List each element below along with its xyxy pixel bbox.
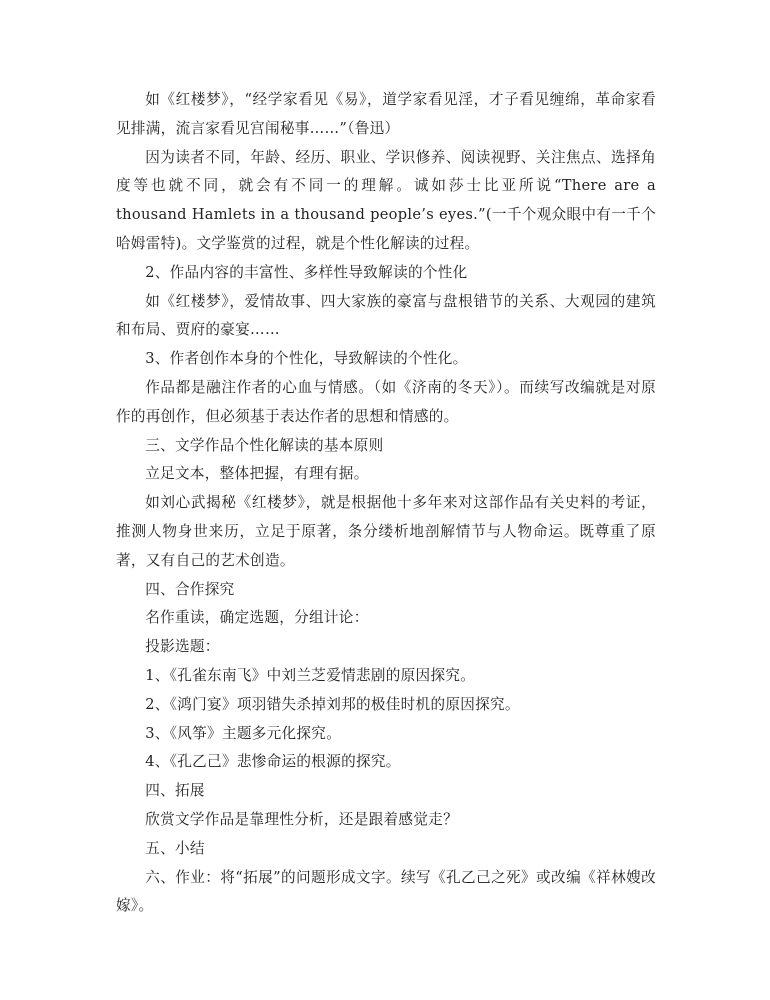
paragraph-reread-topics: 名作重读，确定选题，分组计论： xyxy=(145,609,369,627)
list-item-topic-2: 2、《鸿门宴》项羽错失杀掉刘邦的极佳时机的原因探究。 xyxy=(145,695,520,713)
paragraph-heading-content-richness: 2、作品内容的丰富性、多样性导致解读的个性化 xyxy=(145,263,468,281)
paragraph-reader-difference: 因为读者不同，年龄、经历、职业、学识修养、阅读视野、关注焦点、选择角度等也就不同，就会有不同一的理解。诚如莎士比亚所说“There are a thousand Hamlets in a thousand people’s eyes.”(一千个观众眼中有一千个哈姆雷特)。文学鉴赏的过程，就是个性化解读的过程。 xyxy=(116,148,656,252)
paragraph-hongloumeng-example: 如《红楼梦》，爱情故事、四大家族的豪富与盘根错节的关系、大观园的建筑和布局、贾府的豪宴…… xyxy=(116,292,656,339)
paragraph-author-emotion: 作品都是融注作者的心血与情感。（如《济南的冬天》）。而续写改编就是对原作的再创作，但必须基于表达作者的思想和情感的。 xyxy=(116,378,656,425)
paragraph-projected-topics: 投影选题： xyxy=(145,638,220,656)
list-item-topic-3: 3、《风筝》主题多元化探究。 xyxy=(145,724,342,742)
paragraph-principles-summary: 立足文本，整体把握，有理有据。 xyxy=(145,465,369,483)
paragraph-heading-author-individuality: 3、作者创作本身的个性化，导致解读的个性化。 xyxy=(145,350,468,368)
paragraph-heading-summary: 五、小结 xyxy=(145,839,205,857)
paragraph-heading-cooperation: 四、合作探究 xyxy=(145,580,235,598)
paragraph-extension-question: 欣赏文学作品是靠理性分析，还是跟着感觉走？ xyxy=(145,810,458,828)
document-body xyxy=(116,86,656,921)
paragraph-liuxinwu-example: 如刘心武揭秘《红楼梦》，就是根据他十多年来对这部作品有关史料的考证，推测人物身世来历，立足于原著，条分缕析地剖解情节与人物命运。既尊重了原著，又有自己的艺术创造。 xyxy=(116,494,656,569)
paragraph-quote-luxun: 如《红楼梦》，“经学家看见《易》，道学家看见淫，才子看见缠绵，革命家看见排满，流言家看见宫闱秘事……”（鲁迅） xyxy=(116,91,656,137)
paragraph-heading-principles: 三、文学作品个性化解读的基本原则 xyxy=(145,436,384,454)
list-item-topic-4: 4、《孔乙己》悲惨命运的根源的探究。 xyxy=(145,753,401,771)
list-item-topic-1: 1、《孔雀东南飞》中刘兰芝爱情悲剧的原因探究。 xyxy=(145,666,476,684)
paragraph-heading-extension: 四、拓展 xyxy=(145,782,205,800)
paragraph-homework: 六、作业：将“拓展”的问题形成文字。续写《孔乙己之死》或改编《祥林嫂改嫁》。 xyxy=(116,868,656,915)
